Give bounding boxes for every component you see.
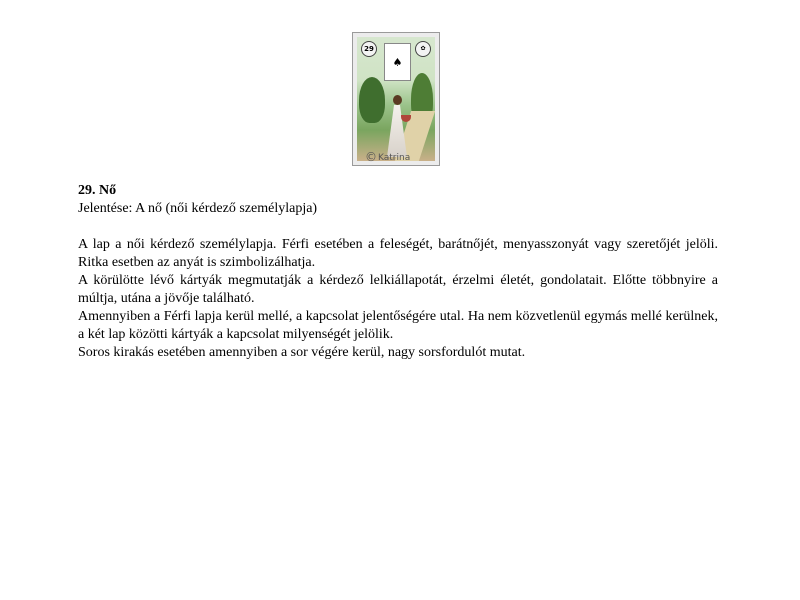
card-description xyxy=(78,182,718,362)
card-image xyxy=(352,32,440,166)
woman-figure xyxy=(387,95,407,157)
spade-icon: ♠ xyxy=(392,56,403,69)
paragraph-2: A körülötte lévő kártyák megmutatják a kérdező lelkiállapotát, érzelmi életét, gondolatait. Előtte többnyire a múltja, utána a jövője található. xyxy=(78,273,718,306)
woman-head xyxy=(393,95,402,105)
copyright-icon: © xyxy=(365,150,377,164)
spacer xyxy=(78,218,718,236)
card-illustration xyxy=(357,37,435,161)
paragraph-1: A lap a női kérdező személylapja. Férfi esetében a feleségét, barátnőjét, menyasszonyát vagy szeretőjét jelöli. Ritka esetben az anyát is szimbolizálhatja. xyxy=(78,237,718,270)
card-meaning: Jelentése: A nő (női kérdező személylapja) xyxy=(78,201,318,216)
watermark xyxy=(365,150,410,164)
playing-card-inset xyxy=(384,43,411,81)
tree-left xyxy=(359,77,385,123)
card-title: 29. Nő xyxy=(78,183,117,198)
seal-icon: ✿ xyxy=(415,41,431,57)
watermark-text: Katrina xyxy=(378,153,411,163)
card-number-badge: 29 xyxy=(361,41,377,57)
paragraph-4: Soros kirakás esetében amennyiben a sor végére kerül, nagy sorsfordulót mutat. xyxy=(78,345,526,360)
paragraph-3: Amennyiben a Férfi lapja kerül mellé, a kapcsolat jelentőségére utal. Ha nem közvetlenül egymás mellé kerülnek, a két lap közötti kártyák a kapcsolat milyenségét jelölik. xyxy=(78,309,718,342)
